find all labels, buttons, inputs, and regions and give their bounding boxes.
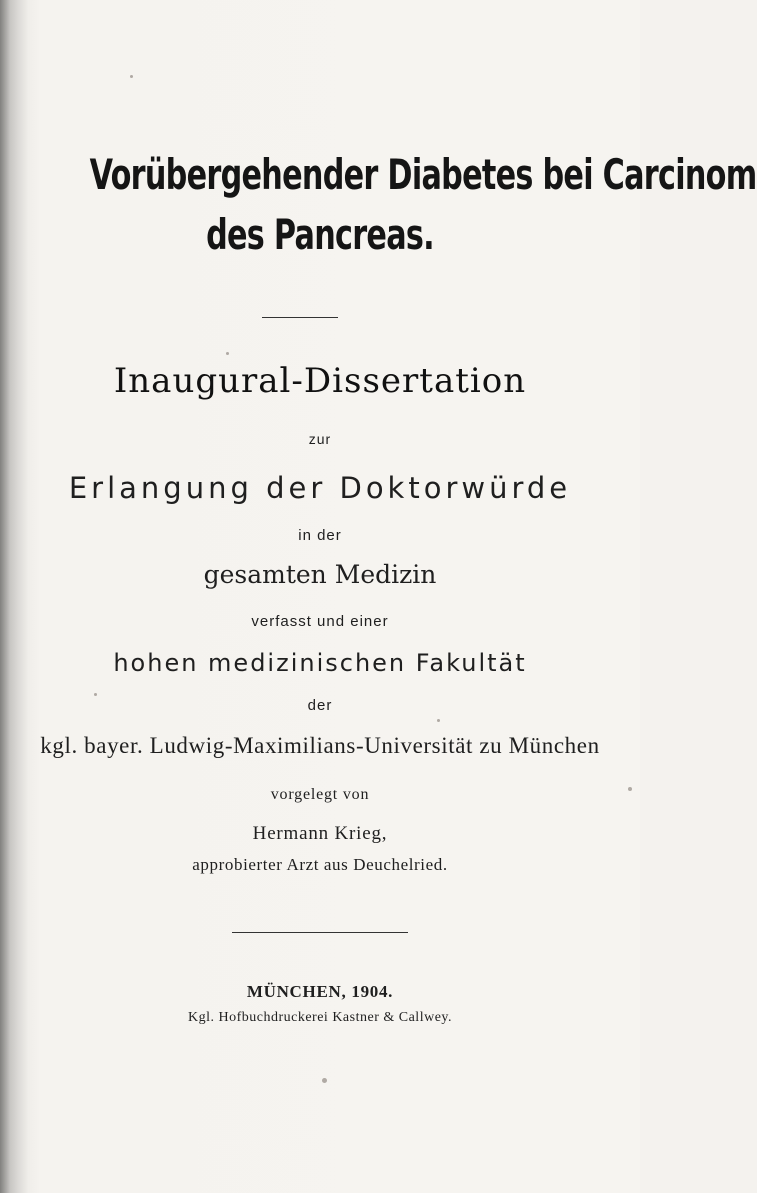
paper-speck	[130, 75, 133, 78]
author-name: Hermann Krieg,	[252, 823, 388, 844]
line-university: kgl. bayer. Ludwig-Maximilians-Universität zu München	[40, 733, 600, 758]
divider-bottom	[232, 932, 408, 933]
line-vorgelegt: vorgelegt von	[270, 786, 370, 803]
divider-top	[262, 317, 338, 318]
paper-speck	[628, 787, 632, 791]
line-in-der: in der	[298, 527, 342, 544]
line-verfasst: verfasst und einer	[251, 613, 389, 630]
imprint-place-year: MÜNCHEN, 1904.	[246, 982, 394, 1001]
title-line-2: des Pancreas.	[206, 210, 434, 259]
dissertation-heading: Inaugural-Dissertation	[113, 361, 527, 401]
author-description: approbierter Arzt aus Deuchelried.	[192, 855, 448, 874]
line-fakultaet: hohen medizinischen Fakultät	[113, 649, 527, 677]
paper-speck	[94, 693, 97, 696]
line-erlangung: Erlangung der Doktorwürde	[68, 471, 572, 505]
title-line-1: Vorübergehender Diabetes bei Carcinom	[89, 150, 757, 199]
line-gesamten-medizin: gesamten Medizin	[203, 560, 437, 589]
line-der: der	[307, 697, 333, 714]
imprint-printer: Kgl. Hofbuchdruckerei Kastner & Callwey.	[187, 1010, 452, 1025]
line-zur: zur	[308, 431, 332, 447]
paper-speck	[322, 1078, 327, 1083]
paper-speck	[437, 719, 440, 722]
paper-speck	[226, 352, 229, 355]
